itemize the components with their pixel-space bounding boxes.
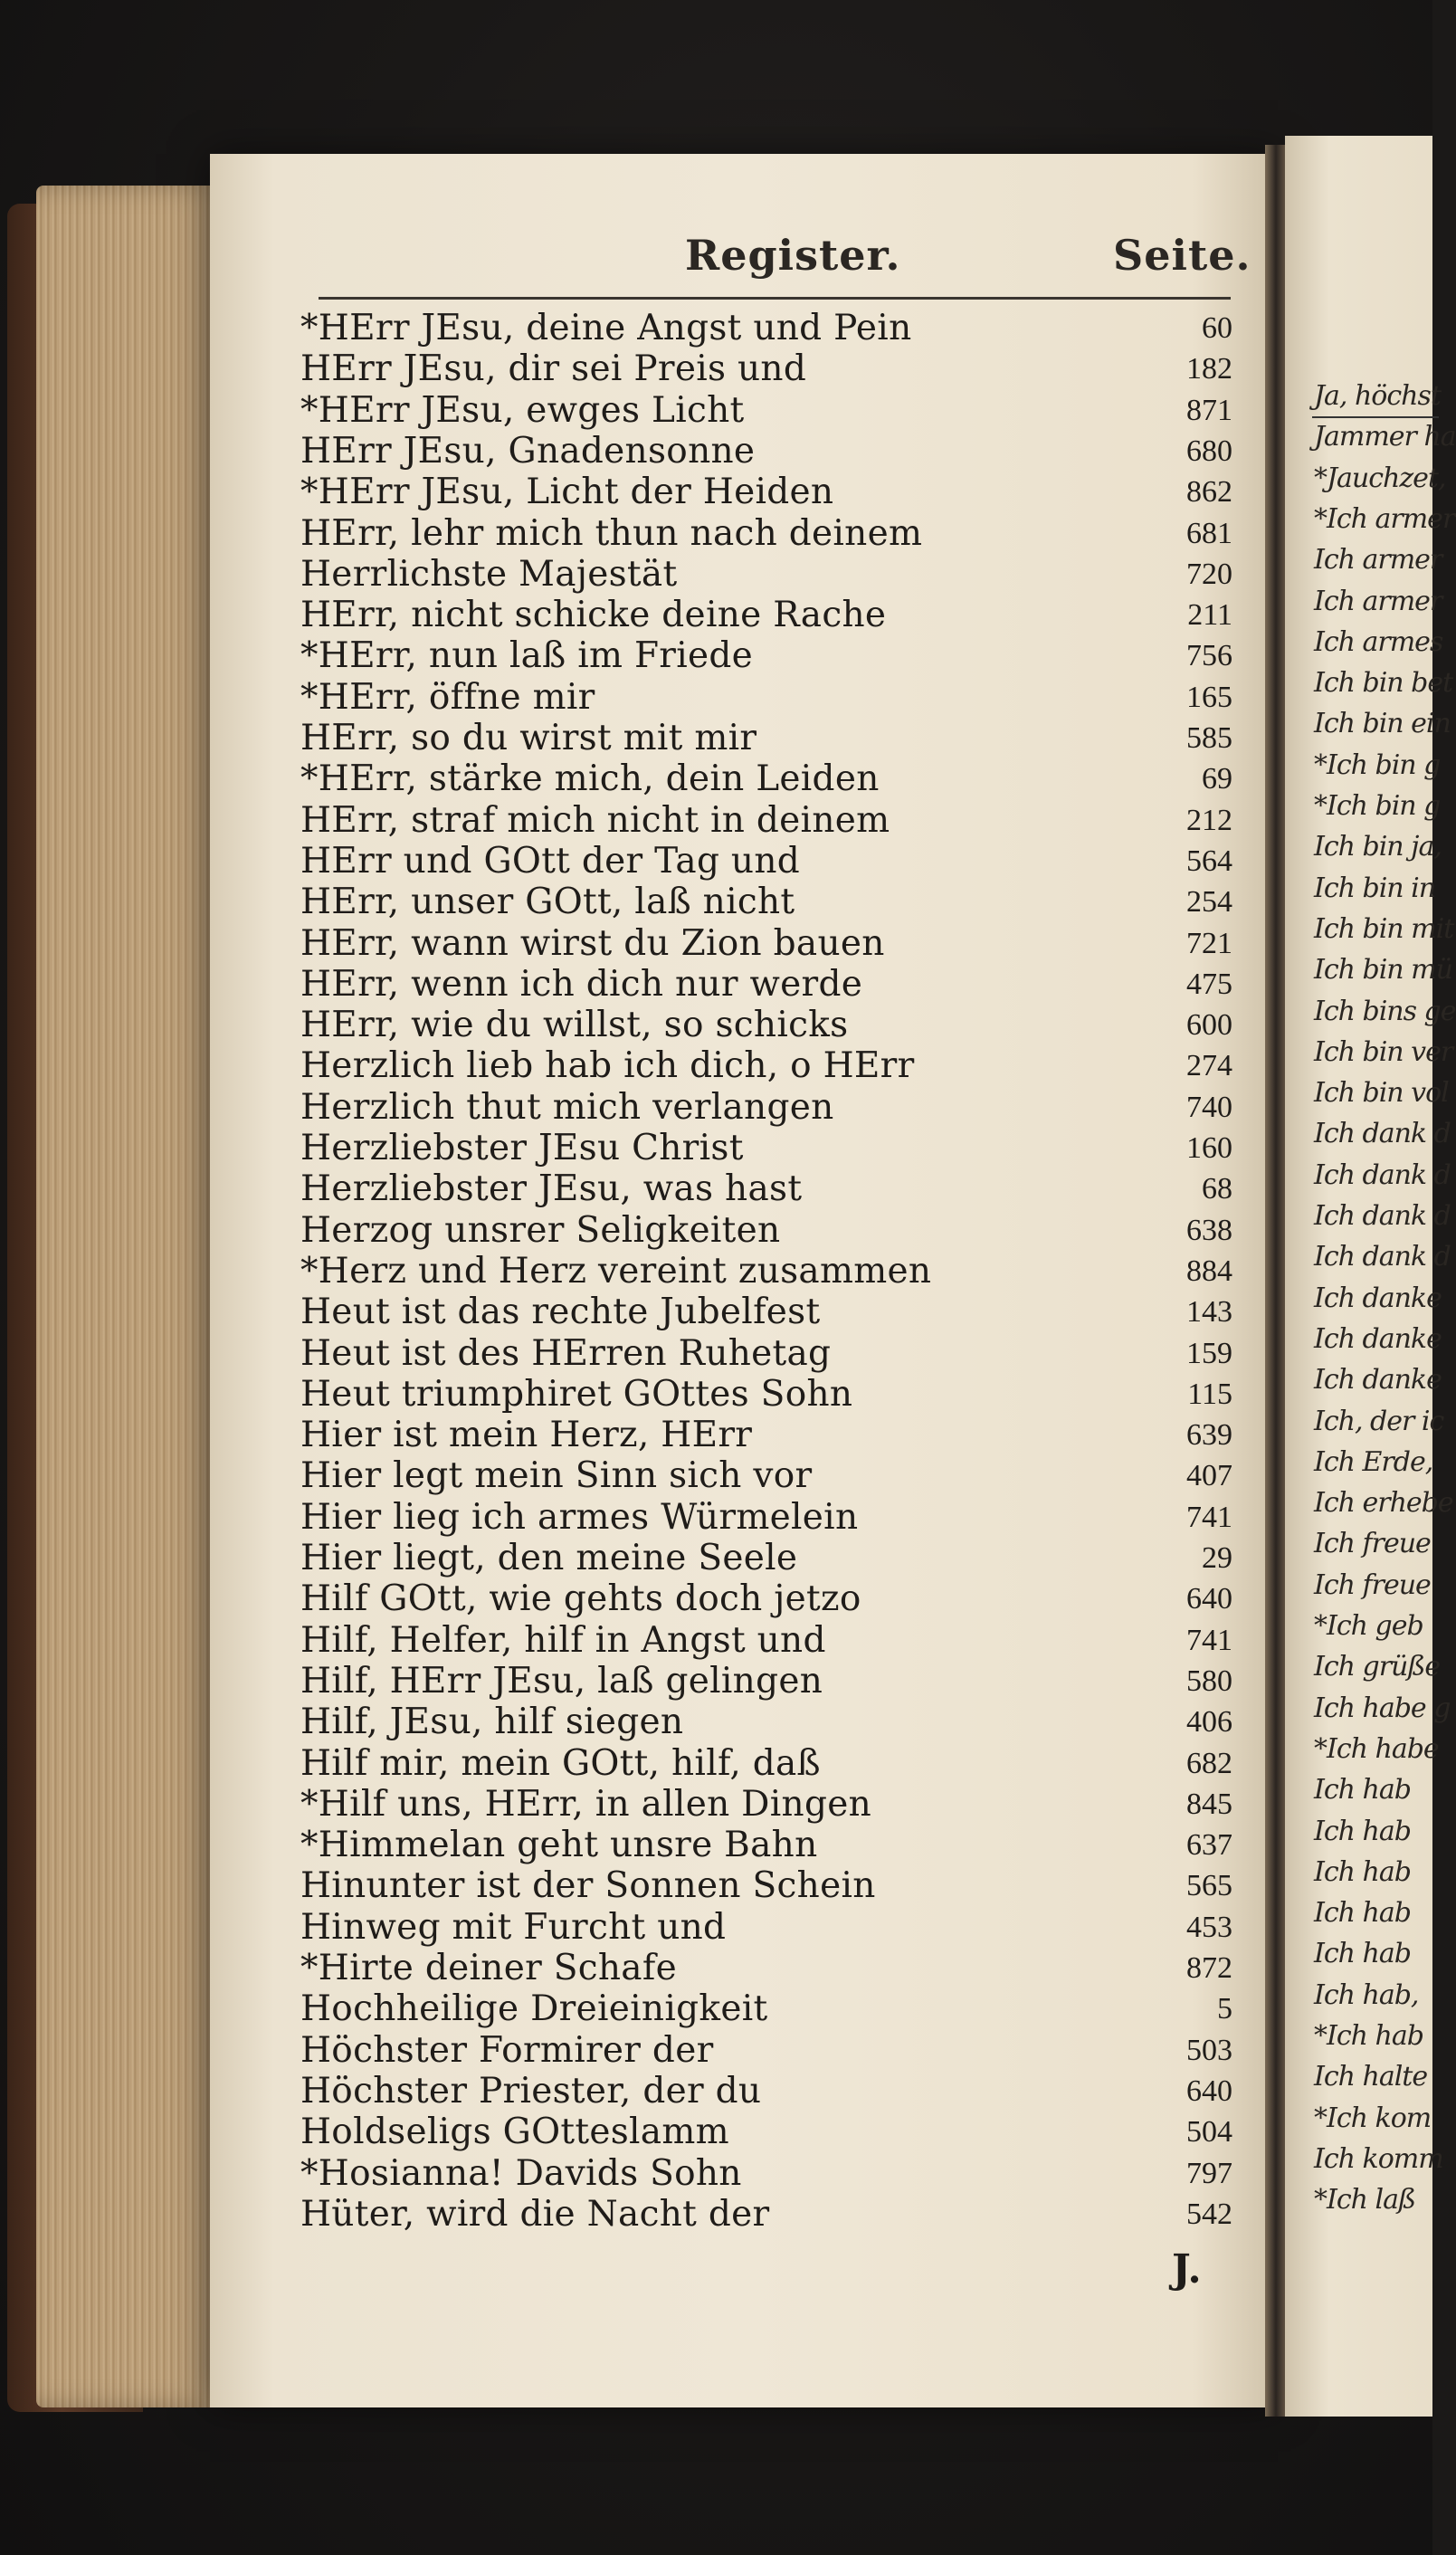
facing-page-line: Ich dank d <box>1314 1118 1451 1150</box>
facing-page-line: Ich hab <box>1314 1938 1411 1970</box>
entry-title: Hinweg mit Furcht und <box>300 1906 727 1948</box>
facing-page-line: Ich bin ja, <box>1314 831 1442 863</box>
register-entry <box>300 1865 1232 1906</box>
entry-title: HErr, wie du willst, so schicks <box>300 1005 849 1046</box>
register-entry <box>300 431 1232 472</box>
entry-title: Holdseligs GOtteslamm <box>300 2112 729 2153</box>
register-entry <box>300 2153 1232 2194</box>
facing-page-line: Jammer ha <box>1314 421 1456 453</box>
entry-title: HErr, wenn ich dich nur werde <box>300 963 863 1005</box>
entry-page-number: 182 <box>1186 352 1232 386</box>
register-entry <box>300 882 1232 922</box>
facing-page-line: Ich bin ein <box>1314 708 1451 740</box>
entry-title: Hilf mir, mein GOtt, hilf, daß <box>300 1742 821 1784</box>
register-entry <box>300 1292 1232 1332</box>
entry-page-number: 274 <box>1186 1049 1232 1083</box>
entry-title: *HErr, nun laß im Friede <box>300 635 754 677</box>
register-entry <box>300 1538 1232 1578</box>
entry-title: Heut ist des HErren Ruhetag <box>300 1332 832 1374</box>
facing-page-line: Ich bin mü <box>1314 954 1452 987</box>
register-entry <box>300 2112 1232 2152</box>
facing-page-line: Ich freue <box>1314 1528 1431 1560</box>
entry-title: Herzog unsrer Seligkeiten <box>300 1209 781 1251</box>
entry-page-number: 639 <box>1186 1418 1232 1453</box>
register-entry <box>300 472 1232 512</box>
entry-title: Herzliebster JEsu Christ <box>300 1128 744 1168</box>
facing-page <box>1285 136 1456 2417</box>
facing-page-line: *Ich laß <box>1314 2184 1416 2217</box>
entry-page-number: 682 <box>1186 1746 1232 1780</box>
entry-title: HErr, wann wirst du Zion bauen <box>300 922 885 964</box>
facing-page-line: Ich bins ge <box>1314 995 1456 1027</box>
entry-title: Herzlich lieb hab ich dich, o HErr <box>300 1045 915 1087</box>
entry-title: *HErr JEsu, Licht der Heiden <box>300 472 834 513</box>
facing-page-line: Ich grüße <box>1314 1651 1441 1683</box>
entry-page-number: 68 <box>1202 1172 1232 1206</box>
entry-page-number: 797 <box>1186 2156 1232 2190</box>
entry-title: *HErr, öffne mir <box>300 676 595 718</box>
entry-title: Hilf, Helfer, hilf in Angst und <box>300 1619 826 1661</box>
facing-page-line: *Jauchzet, <box>1314 462 1446 494</box>
entry-title: Herzlich thut mich verlangen <box>300 1086 834 1128</box>
register-entry <box>300 800 1232 841</box>
entry-page-number: 160 <box>1186 1131 1232 1165</box>
entry-page-number: 29 <box>1202 1541 1232 1575</box>
entry-page-number: 69 <box>1202 762 1232 796</box>
entry-title: Höchster Priester, der du <box>300 2070 762 2112</box>
header-rule <box>319 297 1231 300</box>
register-entry <box>300 635 1232 676</box>
entry-title: *Hilf uns, HErr, in allen Dingen <box>300 1783 872 1825</box>
entry-page-number: 756 <box>1186 639 1232 673</box>
facing-page-line: Ich hab <box>1314 1774 1411 1807</box>
register-entry <box>300 677 1232 718</box>
facing-page-line: Ich armes <box>1314 625 1443 658</box>
entry-page-number: 60 <box>1202 311 1232 345</box>
entry-title: Herzliebster JEsu, was hast <box>300 1168 803 1210</box>
entry-page-number: 211 <box>1187 598 1232 633</box>
entry-page-number: 640 <box>1186 1582 1232 1616</box>
entry-title: HErr, unser GOtt, laß nicht <box>300 882 795 923</box>
facing-page-line: *Ich bin g <box>1314 790 1441 822</box>
register-entry <box>300 1005 1232 1045</box>
entry-page-number: 143 <box>1186 1295 1232 1330</box>
facing-page-line: Ich bin mit <box>1314 912 1454 945</box>
entry-page-number: 681 <box>1186 516 1232 550</box>
register-entry <box>300 1333 1232 1374</box>
entry-title: Herrlichste Majestät <box>300 553 678 595</box>
register-entry <box>300 1661 1232 1702</box>
entry-page-number: 741 <box>1186 1623 1232 1657</box>
register-entry <box>300 1045 1232 1086</box>
entry-page-number: 741 <box>1186 1500 1232 1534</box>
register-entry <box>300 513 1232 554</box>
facing-page-line: Ich dank d <box>1314 1241 1451 1273</box>
entry-page-number: 884 <box>1186 1254 1232 1288</box>
facing-page-line: *Ich armer <box>1314 502 1455 535</box>
entry-page-number: 640 <box>1186 2074 1232 2108</box>
entry-title: Hier legt mein Sinn sich vor <box>300 1455 813 1497</box>
register-entry <box>300 1374 1232 1415</box>
register-entry <box>300 390 1232 431</box>
column-heading: Seite. <box>1113 231 1251 280</box>
entry-title: Hier ist mein Herz, HErr <box>300 1415 753 1456</box>
facing-page-line: Ich hab, <box>1314 1978 1419 2011</box>
entry-page-number: 721 <box>1186 926 1232 960</box>
entry-page-number: 600 <box>1186 1008 1232 1043</box>
entry-title: *HErr, stärke mich, dein Leiden <box>300 758 880 800</box>
register-entry <box>300 718 1232 758</box>
book-gutter <box>1265 145 1287 2417</box>
facing-page-line: Ich dank d <box>1314 1200 1451 1232</box>
facing-page-line: Ich bin ver <box>1314 1035 1453 1068</box>
facing-page-line: Ich hab <box>1314 1855 1411 1888</box>
entry-title: HErr, so du wirst mit mir <box>300 718 757 758</box>
register-entry <box>300 1702 1232 1742</box>
facing-page-line: Ich Erde, <box>1314 1445 1433 1478</box>
register-entry <box>300 964 1232 1005</box>
entry-title: Heut triumphiret GOttes Sohn <box>300 1373 853 1415</box>
register-entry <box>300 1415 1232 1455</box>
entry-page-number: 504 <box>1186 2115 1232 2150</box>
entry-page-number: 564 <box>1186 844 1232 878</box>
entry-page-number: 740 <box>1186 1090 1232 1124</box>
facing-page-line: Ich halte <box>1314 2061 1428 2093</box>
entry-title: *HErr JEsu, deine Angst und Pein <box>300 308 912 348</box>
facing-page-line: *Ich hab <box>1314 2020 1423 2052</box>
entry-page-number: 638 <box>1186 1213 1232 1247</box>
facing-page-line: Ich armer <box>1314 544 1442 577</box>
facing-page-line: *Ich geb <box>1314 1610 1423 1642</box>
entry-page-number: 862 <box>1186 475 1232 510</box>
register-entry <box>300 758 1232 799</box>
facing-page-line: Ich danke <box>1314 1322 1442 1355</box>
register-entry <box>300 841 1232 882</box>
facing-page-line: Ich, der ic <box>1314 1405 1444 1437</box>
entry-page-number: 872 <box>1186 1951 1232 1985</box>
facing-page-line: Ich hab <box>1314 1815 1411 1847</box>
facing-page-rule <box>1312 416 1439 418</box>
entry-page-number: 5 <box>1217 1992 1232 2026</box>
facing-page-line: Ich armer <box>1314 585 1442 617</box>
facing-page-line: Ich dank d <box>1314 1158 1451 1191</box>
entry-title: *Himmelan geht unsre Bahn <box>300 1825 818 1866</box>
facing-page-line: Ich danke <box>1314 1364 1442 1397</box>
facing-page-line: *Ich habe <box>1314 1732 1439 1765</box>
facing-page-line: *Ich kom <box>1314 2102 1432 2134</box>
entry-title: HErr, straf mich nicht in deinem <box>300 799 890 841</box>
register-entry <box>300 2030 1232 2071</box>
facing-page-line: Ich komm <box>1314 2142 1443 2175</box>
register-entry <box>300 348 1232 389</box>
facing-page-line: Ja, höchst <box>1314 380 1441 412</box>
entry-page-number: 542 <box>1186 2197 1232 2231</box>
entry-title: Hüter, wird die Nacht der <box>300 2193 770 2235</box>
catchword: J. <box>1172 2246 1202 2293</box>
entry-title: HErr, lehr mich thun nach deinem <box>300 512 923 554</box>
register-entry <box>300 1168 1232 1209</box>
entry-page-number: 637 <box>1186 1828 1232 1863</box>
entry-page-number: 406 <box>1186 1705 1232 1740</box>
entry-page-number: 871 <box>1186 393 1232 427</box>
entry-title: HErr, nicht schicke deine Rache <box>300 595 887 636</box>
register-entry <box>300 1210 1232 1251</box>
entry-page-number: 453 <box>1186 1910 1232 1944</box>
register-entry <box>300 1455 1232 1496</box>
entry-title: Hilf, HErr JEsu, laß gelingen <box>300 1660 823 1702</box>
facing-page-line: Ich bin in <box>1314 872 1436 904</box>
entry-title: HErr JEsu, Gnadensonne <box>300 430 756 472</box>
register-entry <box>300 1948 1232 1988</box>
page-edges <box>36 186 226 2407</box>
entry-title: Hochheilige Dreieinigkeit <box>300 1988 768 2030</box>
entry-title: Hier lieg ich armes Würmelein <box>300 1496 859 1538</box>
register-entry <box>300 1825 1232 1865</box>
entry-title: Hier liegt, den meine Seele <box>300 1538 798 1578</box>
entry-page-number: 475 <box>1186 967 1232 1001</box>
register-entry <box>300 1907 1232 1948</box>
entry-title: Heut ist das rechte Jubelfest <box>300 1292 821 1333</box>
register-entry <box>300 1784 1232 1825</box>
entry-title: HErr und GOtt der Tag und <box>300 840 801 882</box>
register-entry <box>300 308 1232 348</box>
register-entry <box>300 1743 1232 1784</box>
facing-page-line: Ich bin bet <box>1314 667 1453 700</box>
facing-page-line: Ich habe g <box>1314 1692 1451 1724</box>
entry-title: *Hosianna! Davids Sohn <box>300 2152 742 2194</box>
entry-page-number: 407 <box>1186 1459 1232 1493</box>
facing-page-line: Ich bin vol <box>1314 1077 1449 1110</box>
entry-title: Hinunter ist der Sonnen Schein <box>300 1865 876 1907</box>
entry-title: *Hirte deiner Schafe <box>300 1948 677 1988</box>
register-entry <box>300 2071 1232 2112</box>
entry-title: *Herz und Herz vereint zusammen <box>300 1250 932 1292</box>
entry-page-number: 580 <box>1186 1664 1232 1698</box>
entry-page-number: 845 <box>1186 1787 1232 1821</box>
register-entry <box>300 1087 1232 1128</box>
entry-page-number: 720 <box>1186 557 1232 591</box>
entry-page-number: 254 <box>1186 885 1232 920</box>
entry-title: *HErr JEsu, ewges Licht <box>300 389 745 431</box>
entry-page-number: 115 <box>1187 1377 1232 1411</box>
facing-page-line: Ich hab <box>1314 1897 1411 1930</box>
entry-page-number: 212 <box>1186 803 1232 837</box>
facing-page-line: Ich erhebe <box>1314 1487 1453 1520</box>
entry-page-number: 165 <box>1186 680 1232 714</box>
register-entry <box>300 2194 1232 2235</box>
facing-page-line: Ich danke <box>1314 1282 1442 1314</box>
register-entry <box>300 554 1232 595</box>
register-entry <box>300 1497 1232 1538</box>
entry-page-number: 680 <box>1186 434 1232 468</box>
entry-page-number: 565 <box>1186 1869 1232 1903</box>
register-entry <box>300 1988 1232 2029</box>
entry-page-number: 585 <box>1186 721 1232 755</box>
register-entry <box>300 595 1232 635</box>
entry-title: Hilf, JEsu, hilf siegen <box>300 1702 684 1743</box>
register-entry <box>300 1620 1232 1661</box>
entry-title: Hilf GOtt, wie gehts doch jetzo <box>300 1578 861 1620</box>
register-entry <box>300 1251 1232 1292</box>
page-title: Register. <box>685 231 901 280</box>
register-entry <box>300 923 1232 964</box>
entry-title: HErr JEsu, dir sei Preis und <box>300 348 807 390</box>
entry-page-number: 159 <box>1186 1336 1232 1370</box>
register-entry <box>300 1128 1232 1168</box>
entry-title: Höchster Formirer der <box>300 2029 714 2071</box>
entry-page-number: 503 <box>1186 2033 1232 2067</box>
facing-page-line: Ich freue <box>1314 1568 1431 1601</box>
register-entry <box>300 1578 1232 1619</box>
facing-page-line: *Ich bin g <box>1314 748 1441 781</box>
